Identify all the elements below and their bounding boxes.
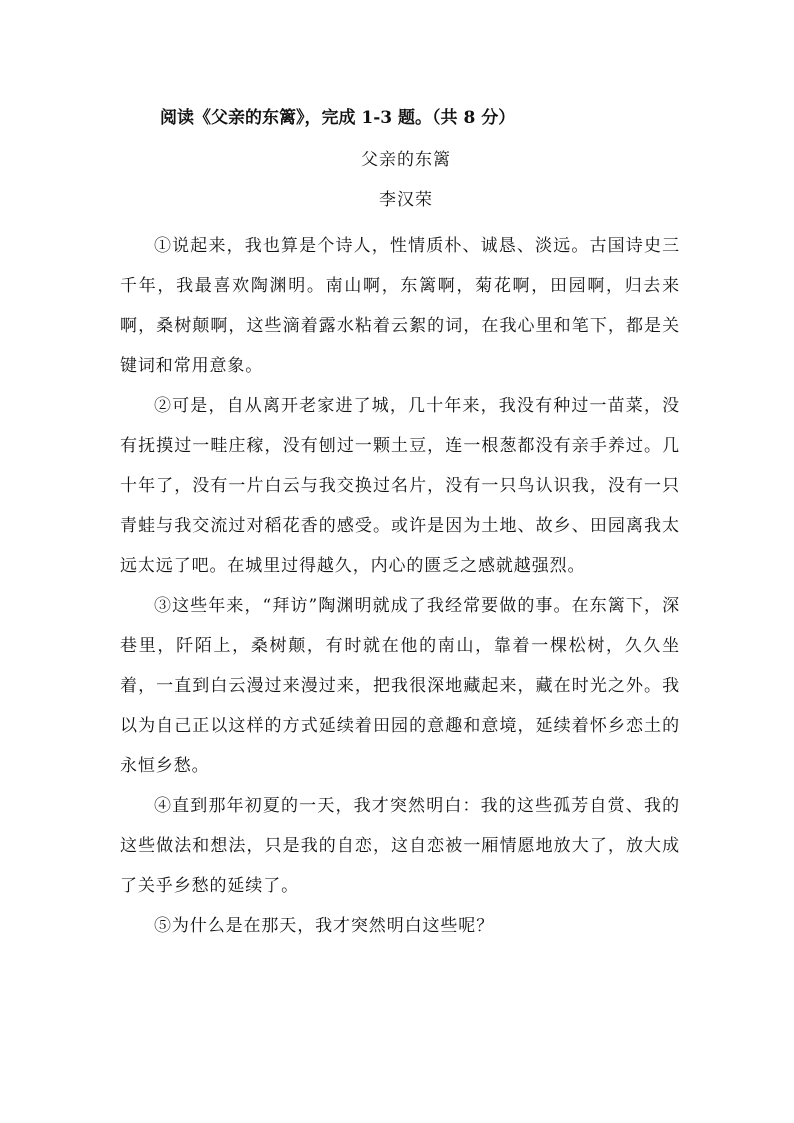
- article-title: 父亲的东篱: [361, 150, 451, 170]
- article-author: 李汉荣: [379, 190, 433, 210]
- paragraph-2: ②可是，自从离开老家进了城，几十年来，我没有种过一苗菜，没有抚摸过一畦庄稼，没有刨过一颗土豆，连一根葱都没有亲手养过。几十年了，没有一片白云与我交换过名片，没有一只鸟认识我，没有一只青蛙与我交流过对稻花香的感受。或许是因为土地、故乡、田园离我太远太远了吧。在城里过得越久，内心的匮乏之感就越强烈。: [120, 396, 680, 576]
- question-heading: 阅读《父亲的东篱》，完成 1-3 题。（共 8 分）: [160, 108, 516, 128]
- paragraph-1: ①说起来，我也算是个诗人，性情质朴、诚恳、淡远。古国诗史三千年，我最喜欢陶渊明。南山啊，东篱啊，菊花啊，田园啊，归去来啊，桑树颠啊，这些滴着露水粘着云絮的词，在我心里和笔下，都是关键词和常用意象。: [120, 236, 680, 376]
- article-body: [120, 226, 680, 946]
- paragraph-3: ③这些年来，“拜访”陶渊明就成了我经常要做的事。在东篱下，深巷里，阡陌上，桑树颠，有时就在他的南山，靠着一棵松树，久久坐着，一直到白云漫过来漫过来，把我很深地藏起来，藏在时光之外。我以为自己正以这样的方式延续着田园的意趣和意境，延续着怀乡恋土的永恒乡愁。: [120, 596, 680, 776]
- paragraph-5: ⑤为什么是在那天，我才突然明白这些呢？: [154, 916, 495, 936]
- paragraph-4: ④直到那年初夏的一天，我才突然明白：我的这些孤芳自赏、我的这些做法和想法，只是我的自恋，这自恋被一厢情愿地放大了，放大成了关乎乡愁的延续了。: [120, 796, 680, 896]
